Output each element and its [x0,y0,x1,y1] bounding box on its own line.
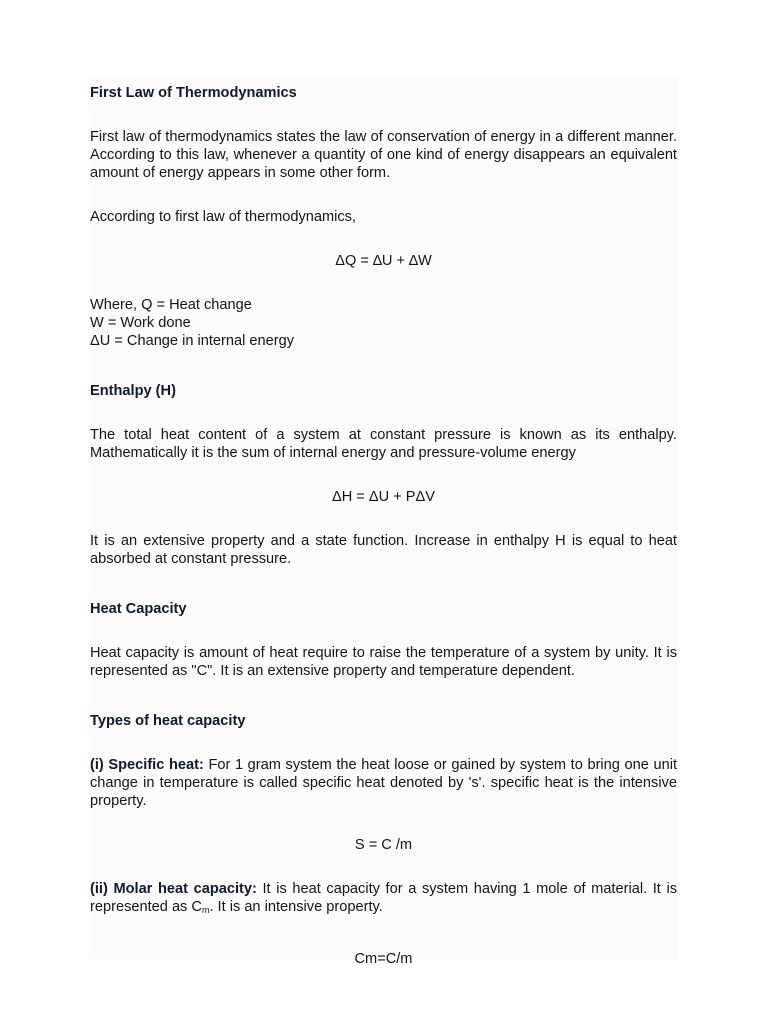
where-definitions [90,296,677,350]
definition-work-done: W = Work done [90,315,191,331]
heading-heat-capacity: Heat Capacity [90,601,187,617]
molar-heat-text: It is heat capacity for a system having 1 mole of material. It is represented as C [90,881,678,915]
paragraph-first-law: First law of thermodynamics states the law of conservation of energy in a different manner. According to this law, whenever a quantity of one kind of energy disappears an equivalent amount of energy appears in some other form. [90,129,677,181]
molar-heat-label: (ii) Molar heat capacity: [90,881,257,897]
molar-heat-text-end: . It is an intensive property. [209,899,383,915]
definition-internal-energy: ΔU = Change in internal energy [90,333,295,349]
paragraph-enthalpy: The total heat content of a system at constant pressure is known as its enthalpy. Mathematically it is the sum of internal energy and pressure-volume energy [90,427,677,461]
equation-enthalpy: ΔH = ΔU + PΔV [331,489,436,505]
equation-first-law: ΔQ = ∆U + ∆W [335,253,432,269]
first-law-intro: According to first law of thermodynamics, [90,209,357,225]
equation-molar-heat: Cm=C/m [354,951,413,967]
heading-types-heat-capacity: Types of heat capacity [90,713,246,729]
specific-heat-text: For 1 gram system the heat loose or gained by system to bring one unit change in temperature is called specific heat denoted by 's'. specific heat is the intensive property. [90,757,678,809]
paragraph-enthalpy-property: It is an extensive property and a state function. Increase in enthalpy H is equal to heat absorbed at constant pressure. [90,533,677,567]
definition-heat-change: Where, Q = Heat change [90,297,252,313]
paragraph-heat-capacity: Heat capacity is amount of heat require to raise the temperature of a system by unity. It is represented as "C". It is an extensive property and temperature dependent. [90,645,677,679]
equation-specific-heat: S = C /m [354,837,413,853]
paragraph-molar-heat [90,880,677,916]
document-content [90,84,677,968]
paragraph-specific-heat [90,756,677,810]
specific-heat-label: (i) Specific heat: [90,757,204,773]
heading-enthalpy: Enthalpy (H) [90,383,176,399]
molar-subscript: m [201,905,210,915]
heading-first-law: First Law of Thermodynamics [90,85,297,101]
